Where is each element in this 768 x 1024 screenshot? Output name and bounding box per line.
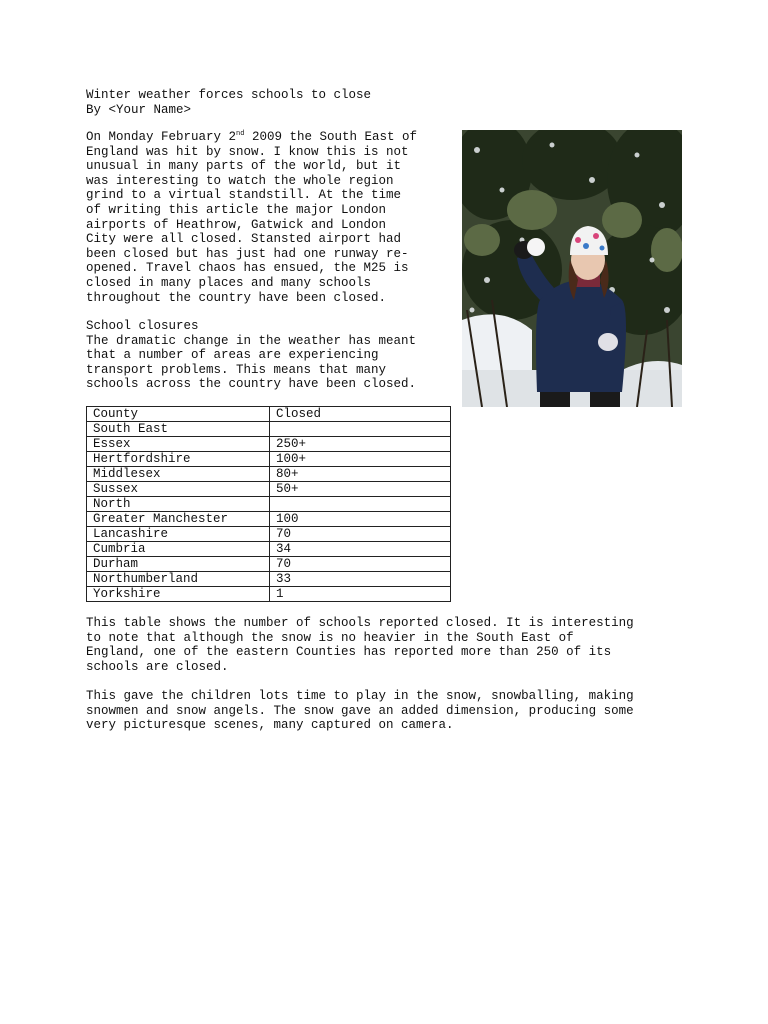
county-cell: Sussex — [87, 482, 270, 497]
table-row — [87, 437, 451, 452]
closing-line: snowmen and snow angels. The snow gave an added dimension, producing some — [86, 703, 634, 718]
closed-cell: 50+ — [270, 482, 451, 497]
date-superscript: nd — [236, 129, 245, 138]
table-commentary — [86, 616, 696, 674]
article-title: Winter weather forces schools to close — [86, 88, 372, 102]
intro-line: airports of Heathrow, Gatwick and London — [86, 217, 387, 232]
intro-paragraph — [86, 130, 456, 305]
table-row — [87, 587, 451, 602]
intro-line: was interesting to watch the whole region — [86, 173, 394, 188]
closed-cell: 33 — [270, 572, 451, 587]
closed-cell — [270, 422, 451, 437]
closed-cell: 80+ — [270, 467, 451, 482]
intro-line: of writing this article the major London — [86, 202, 387, 217]
closed-cell: 1 — [270, 587, 451, 602]
county-cell: Durham — [87, 557, 270, 572]
closures-table-wrap — [86, 406, 451, 602]
county-cell: Greater Manchester — [87, 512, 270, 527]
commentary-line: England, one of the eastern Counties has reported more than 250 of its — [86, 645, 612, 660]
intro-line: opened. Travel chaos has ensued, the M25 is — [86, 261, 409, 276]
section-heading: School closures — [86, 319, 199, 333]
closing-line: This gave the children lots time to play in the snow, snowballing, making — [86, 689, 634, 703]
snowball-photo — [462, 130, 682, 407]
table-header-row — [87, 407, 451, 422]
closing-line: very picturesque scenes, many captured on camera. — [86, 718, 454, 733]
county-cell: Middlesex — [87, 467, 270, 482]
table-row — [87, 452, 451, 467]
table-row — [87, 422, 451, 437]
table-row — [87, 482, 451, 497]
table-row — [87, 572, 451, 587]
intro-line: unusual in many parts of the world, but it — [86, 159, 402, 174]
intro-line: grind to a virtual standstill. At the time — [86, 188, 402, 203]
county-cell: Yorkshire — [87, 587, 270, 602]
header-closed: Closed — [270, 407, 451, 422]
intro-line: been closed but has just had one runway re- — [86, 246, 409, 261]
table-row — [87, 497, 451, 512]
intro-line: England was hit by snow. I know this is not — [86, 144, 409, 159]
closures-section — [86, 319, 456, 392]
intro-first-prefix: On Monday February 2 — [86, 130, 237, 144]
intro-line: throughout the country have been closed. — [86, 290, 387, 305]
intro-first-suffix: 2009 the South East of — [244, 130, 417, 144]
closing-paragraph — [86, 689, 696, 733]
table-row — [87, 512, 451, 527]
commentary-line: to note that although the snow is no heavier in the South East of — [86, 630, 574, 645]
intro-first-line — [86, 130, 456, 145]
table-row — [87, 467, 451, 482]
closed-cell: 100+ — [270, 452, 451, 467]
table-row — [87, 557, 451, 572]
county-cell: Hertfordshire — [87, 452, 270, 467]
commentary-line: This table shows the number of schools reported closed. It is interesting — [86, 616, 634, 630]
county-cell: Lancashire — [87, 527, 270, 542]
closed-cell: 250+ — [270, 437, 451, 452]
intro-line: closed in many places and many schools — [86, 275, 372, 290]
header-county: County — [87, 407, 270, 422]
byline: By <Your Name> — [86, 102, 192, 117]
closed-cell: 100 — [270, 512, 451, 527]
closures-table — [86, 406, 451, 602]
closed-cell: 34 — [270, 542, 451, 557]
closures-line: transport problems. This means that many — [86, 362, 387, 377]
county-cell: North — [87, 497, 270, 512]
county-cell: Northumberland — [87, 572, 270, 587]
closed-cell — [270, 497, 451, 512]
closures-line: that a number of areas are experiencing — [86, 348, 379, 363]
closures-line: The dramatic change in the weather has meant — [86, 333, 417, 348]
county-cell: South East — [87, 422, 270, 437]
county-cell: Essex — [87, 437, 270, 452]
table-row — [87, 542, 451, 557]
county-cell: Cumbria — [87, 542, 270, 557]
commentary-line: schools are closed. — [86, 659, 229, 674]
title-block — [86, 88, 371, 117]
closed-cell: 70 — [270, 527, 451, 542]
closures-line: schools across the country have been closed. — [86, 377, 417, 392]
table-row — [87, 527, 451, 542]
intro-line: City were all closed. Stansted airport had — [86, 232, 402, 247]
closed-cell: 70 — [270, 557, 451, 572]
